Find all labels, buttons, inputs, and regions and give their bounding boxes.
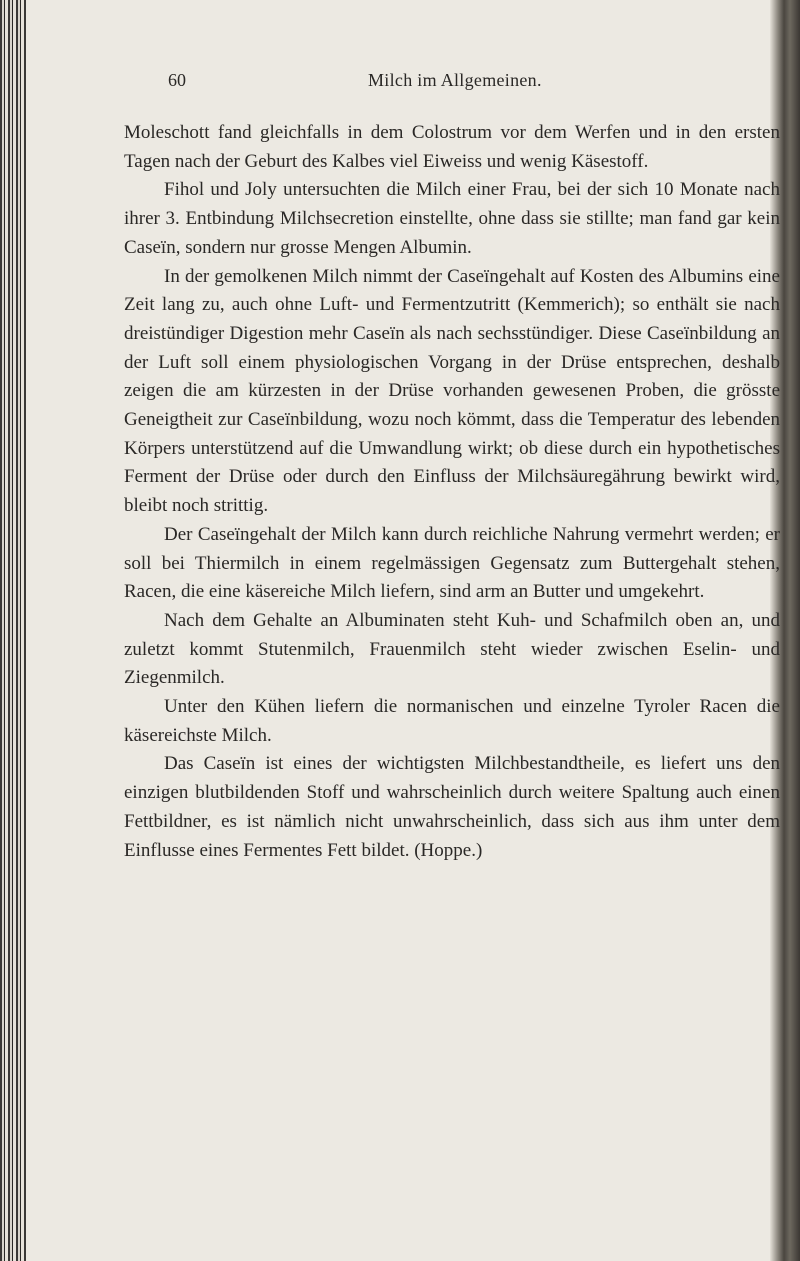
page-edge-left [0, 0, 26, 1261]
paragraph: Fihol und Joly untersuchten die Milch einer Frau, bei der sich 10 Monate nach ihrer 3. Entbindung Milchsecretion einstellte, ohne dass sie stillte; man fand gar kein Caseïn, sondern nur grosse Mengen Albumin. [124, 179, 780, 258]
book-page [110, 70, 780, 861]
paragraph: Das Caseïn ist eines der wichtigsten Milchbestandtheile, es liefert uns den einzigen blutbildenden Stoff und wahrscheinlich durch weitere Spaltung auch einen Fettbildner, es ist nämlich nicht unwahrscheinlich, dass sich aus ihm unter dem Einflusse eines Fermentes Fett bildet. (Hoppe.) [124, 753, 780, 861]
paragraph: Moleschott fand gleichfalls in dem Colostrum vor dem Werfen und in den ersten Tagen nach der Geburt des Kalbes viel Eiweiss und wenig Käsestoff. [124, 122, 780, 172]
paragraph: In der gemolkenen Milch nimmt der Caseïngehalt auf Kosten des Albumins eine Zeit lang zu, auch ohne Luft- und Fermentzutritt (Kemmerich); so enthält sie nach dreistündiger Digestion mehr Caseïn als nach sechsstündiger. Diese Caseïnbildung an der Luft soll einem physiologischen Vorgang in der Drüse entsprechen, deshalb zeigen die am kürzesten in der Drüse vorhanden gewesenen Proben, die grösste Geneigtheit zur Caseïnbildung, wozu noch kömmt, dass die Temperatur des lebenden Körpers unterstützend auf die Umwandlung wirkt; ob diese durch ein hypothetisches Ferment der Drüse oder durch den Einfluss der Milchsäuregährung bewirkt wird, bleibt noch strittig. [124, 265, 780, 517]
body-text [124, 119, 780, 865]
paragraph: Der Caseïngehalt der Milch kann durch reichliche Nahrung vermehrt werden; er soll bei Thiermilch in einem regelmässigen Gegensatz zum Buttergehalt stehen, Racen, die eine käsereiche Milch liefern, sind arm an Butter und umgekehrt. [124, 523, 780, 603]
paragraph: Nach dem Gehalte an Albuminaten steht Kuh- und Schafmilch oben an, und zuletzt kommt Stutenmilch, Frauenmilch steht wieder zwischen Eselin- und Ziegenmilch. [124, 609, 780, 689]
page-number: 60 [168, 70, 186, 90]
page-header [110, 70, 780, 96]
running-title: Milch im Allgemeinen. [368, 70, 542, 90]
paragraph: Unter den Kühen liefern die normanischen und einzelne Tyroler Racen die käsereichste Milch. [124, 696, 780, 746]
